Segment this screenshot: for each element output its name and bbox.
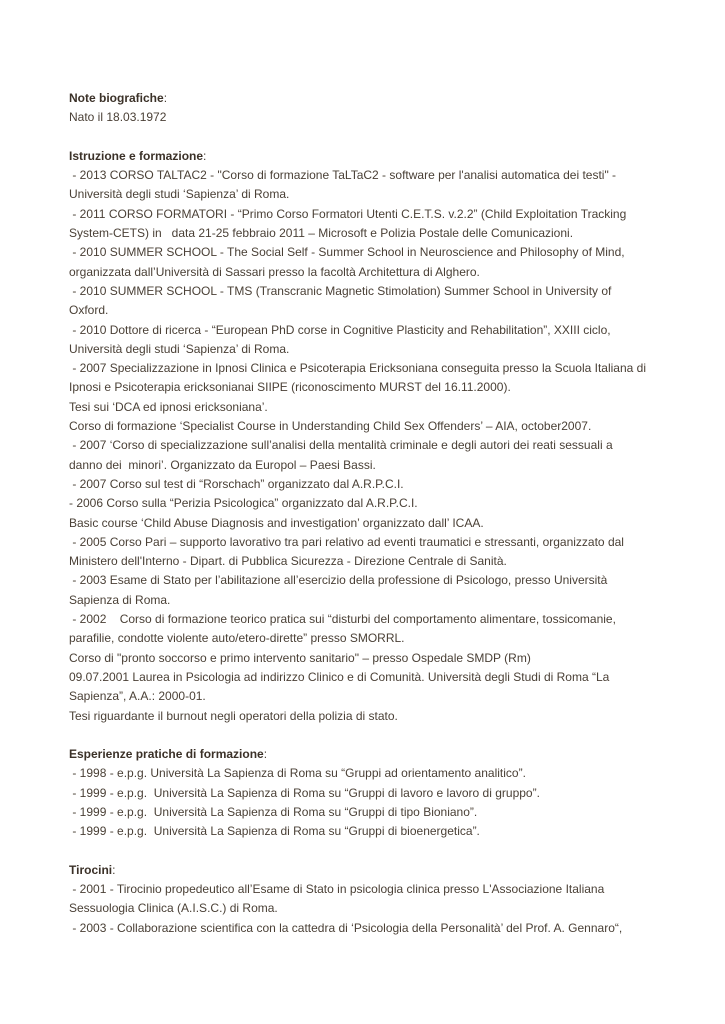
text-line: Università degli studi ‘Sapienza’ di Roma.: [69, 341, 290, 356]
text-line: Corso di formazione ‘Specialist Course in Understanding Child Sex Offenders’ – AIA, october2007.: [69, 419, 592, 434]
section-heading-line: [69, 745, 685, 764]
text-line: - 2007 ‘Corso di specializzazione sull’analisi della mentalità criminale e degli autori dei reati sessuali a: [69, 438, 613, 453]
text-line: - 2006 Corso sulla “Perizia Psicologica” organizzato dal A.R.P.C.I.: [69, 496, 418, 511]
text-line: - 1999 - e.p.g. Università La Sapienza di Roma su “Gruppi di lavoro e lavoro di gruppo”.: [69, 785, 540, 800]
text-line: - 2003 - Collaborazione scientifica con la cattedra di ‘Psicologia della Personalità’ del Prof. A. Gennaro“,: [69, 920, 623, 935]
text-line: Ipnosi e Psicoterapia ericksonianai SIIPE (riconoscimento MURST del 16.11.2000).: [69, 380, 511, 395]
text-line: - 2003 Esame di Stato per l’abilitazione all’esercizio della professione di Psicologo, presso Università: [69, 573, 608, 588]
section-heading: Esperienze pratiche di formazione: [69, 747, 264, 762]
text-line: Basic course ‘Child Abuse Diagnosis and investigation’ organizzato dall’ ICAA.: [69, 515, 484, 530]
text-line: Sapienza”, A.A.: 2000-01.: [69, 689, 206, 704]
text-line: 09.07.2001 Laurea in Psicologia ad indirizzo Clinico e di Comunità. Università degli Studi di Roma “La: [69, 669, 610, 684]
text-line: - 1999 - e.p.g. Università La Sapienza di Roma su “Gruppi di tipo Bioniano”.: [69, 804, 478, 819]
section-heading-line: [69, 861, 685, 880]
text-line: Sapienza di Roma.: [69, 592, 171, 607]
text-line: Tesi sui ‘DCA ed ipnosi ericksoniana’.: [69, 399, 268, 414]
text-line: - 2010 SUMMER SCHOOL - TMS (Transcranic Magnetic Stimolation) Summer School in University of: [69, 283, 612, 298]
section: [69, 861, 685, 938]
text-line: - 2007 Specializzazione in Ipnosi Clinica e Psicoterapia Ericksoniana conseguita presso la Scuola Italiana di: [69, 361, 647, 376]
heading-colon: :: [112, 862, 116, 877]
text-line: Università degli studi ‘Sapienza’ di Roma.: [69, 187, 290, 202]
text-line: Sessuologia Clinica (A.I.S.C.) di Roma.: [69, 901, 278, 916]
text-line: danno dei minori’. Organizzato da Europol – Paesi Bassi.: [69, 457, 376, 472]
text-line: Corso di "pronto soccorso e primo intervento sanitario" – presso Ospedale SMDP (Rm): [69, 650, 531, 665]
text-line: - 2010 Dottore di ricerca - “European PhD corse in Cognitive Plasticity and Rehabilitation”, XXIII ciclo,: [69, 322, 611, 337]
heading-colon: :: [263, 747, 268, 762]
text-line: - 2007 Corso sul test di “Rorschach” organizzato dal A.R.P.C.I.: [69, 476, 404, 491]
text-line: - 2013 CORSO TALTAC2 - "Corso di formazione TaLTaC2 - software per l'analisi automatica dei testi" -: [69, 168, 617, 183]
text-line: - 1998 - e.p.g. Università La Sapienza di Roma su “Gruppi ad orientamento analitico”.: [69, 766, 526, 781]
section: [69, 745, 685, 841]
text-line: - 2010 SUMMER SCHOOL - The Social Self - Summer School in Neuroscience and Philosophy of Mind,: [69, 245, 625, 260]
section-heading-line: [69, 89, 685, 108]
heading-colon: :: [203, 148, 207, 163]
text-line: Nato il 18.03.1972: [69, 110, 167, 125]
text-line: - 2002 Corso di formazione teorico pratica sui “disturbi del comportamento alimentare, tossicomanie,: [69, 612, 616, 627]
text-line: - 1999 - e.p.g. Università La Sapienza di Roma su “Gruppi di bioenergetica”.: [69, 824, 480, 839]
section: [69, 147, 685, 726]
section: [69, 89, 685, 128]
heading-colon: :: [163, 91, 168, 105]
section-heading: Note biografiche: [69, 91, 164, 105]
text-line: - 2001 - Tirocinio propedeutico all’Esame di Stato in psicologia clinica presso L'Associazione Italiana: [69, 882, 605, 897]
text-line: Oxford.: [69, 303, 109, 318]
text-line: Ministero dell'Interno - Dipart. di Pubblica Sicurezza - Direzione Centrale di Sanità.: [69, 554, 507, 569]
section-heading: Tirocini: [69, 862, 113, 877]
section-heading-line: [69, 147, 685, 166]
text-line: organizzata dall’Università di Sassari presso la facoltà Architettura di Alghero.: [69, 264, 480, 279]
text-line: System-CETS) in data 21-25 febbraio 2011 – Microsoft e Polizia Postale delle Comunicazioni.: [69, 226, 574, 241]
text-line: Tesi riguardante il burnout negli operatori della polizia di stato.: [69, 708, 398, 723]
section-heading: Istruzione e formazione: [69, 148, 204, 163]
text-line: - 2005 Corso Pari – supporto lavorativo tra pari relativo ad eventi traumatici e stressanti, organizzato dal: [69, 534, 624, 549]
text-line: parafilie, condotte violente auto/etero-dirette” presso SMORRL.: [69, 631, 405, 646]
text-line: - 2011 CORSO FORMATORI - “Primo Corso Formatori Utenti C.E.T.S. v.2.2” (Child Exploitation Tracking: [69, 206, 627, 221]
